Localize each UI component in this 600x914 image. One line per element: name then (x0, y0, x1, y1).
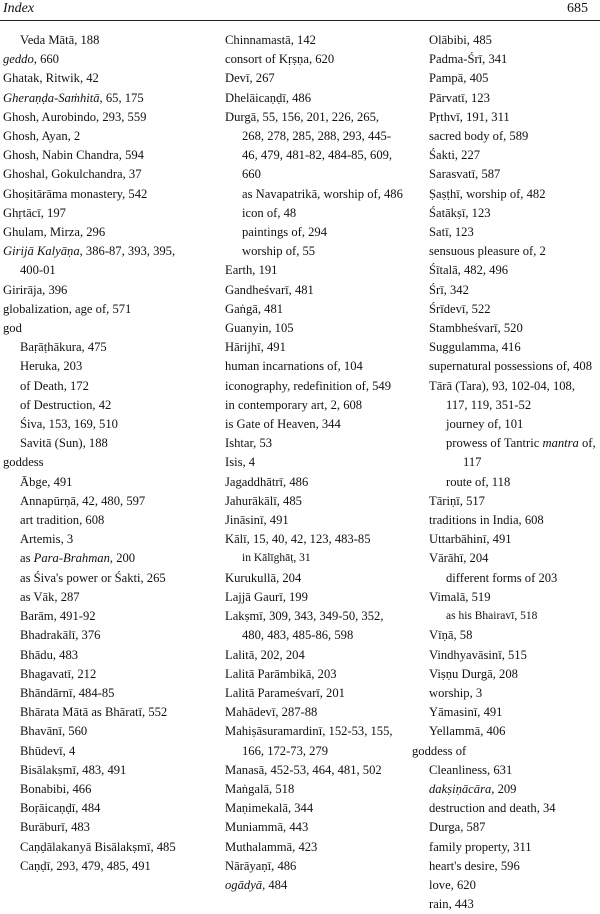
index-entry: paintings of, 294 (242, 225, 328, 240)
index-heading: Ghosh, Aurobindo, 293, 559 (3, 109, 147, 124)
index-entry: Ābge, 491 (20, 474, 73, 489)
index-entry: Satī, 123 (429, 225, 474, 240)
index-entry: Dhelāicaṇḍī, 486 (225, 90, 312, 105)
index-entry: Sarasvatī, 587 (429, 167, 501, 182)
index-entry: as Śiva's power or Śakti, 265 (20, 570, 166, 585)
index-entry: icon of, 48 (242, 205, 297, 220)
index-entry: art tradition, 608 (20, 513, 105, 528)
index-entry: Padma-Śrī, 341 (429, 52, 508, 67)
entry-italic-term: Girijā Kalyāṇa (3, 244, 80, 259)
index-entry: Śakti, 227 (429, 148, 481, 163)
index-entry: Gandheśvarī, 481 (225, 282, 314, 297)
index-entry (225, 876, 404, 895)
entry-italic-term: Para-Brahman (33, 551, 110, 566)
index-column-1 (3, 31, 201, 876)
index-entry: Śrīdevī, 522 (429, 301, 491, 316)
index-entry: Pṛthvī, 191, 311 (429, 109, 510, 124)
index-entry: iconography, redefinition of, 549 (225, 378, 392, 393)
index-entry: Vindhyavāsinī, 515 (429, 647, 527, 662)
index-entry: Śrī, 342 (429, 282, 469, 297)
index-entry: Hārijhī, 491 (225, 340, 286, 355)
index-entry: Śatākṣī, 123 (429, 205, 491, 220)
index-entry: Uttarbāhinī, 491 (429, 532, 512, 547)
index-entry: Lalitā, 202, 204 (225, 647, 305, 662)
index-entry: Bhūdevī, 4 (20, 743, 76, 758)
index-entry: Tārā (Tara), 93, 102-04, 108, 117, 119, 351-52 (429, 378, 575, 412)
index-entry: Lakṣmī, 309, 343, 349-50, 352, 480, 483, 485-86, 598 (225, 609, 384, 643)
index-entry: different forms of 203 (446, 570, 558, 585)
index-entry: destruction and death, 34 (429, 801, 556, 816)
index-entry: Maṅgalā, 518 (225, 781, 295, 796)
entry-italic-term: Gheraṇḍa-Saṁhitā (3, 90, 100, 105)
index-entry: Chinnamastā, 142 (225, 33, 316, 47)
index-entry: Jināsinī, 491 (225, 513, 289, 528)
index-entry: Bhagavatī, 212 (20, 666, 97, 681)
index-heading: Ghoṣitārāma monastery, 542 (3, 186, 148, 201)
index-entry (20, 549, 201, 568)
index-heading: Ghulam, Mirza, 296 (3, 225, 106, 240)
index-entry: supernatural possessions of, 408 (429, 359, 592, 374)
index-entry: Bhadrakālī, 376 (20, 628, 101, 643)
index-heading (3, 89, 201, 108)
index-entry: as Navapatrikā, worship of, 486 (242, 186, 403, 201)
index-entry: Bhārata Mātā as Bhāratī, 552 (20, 705, 168, 720)
index-entry (446, 434, 598, 472)
entry-locators: , 660 (33, 52, 59, 67)
index-entry: Bonabibi, 466 (20, 781, 92, 796)
index-entry: Annapūrṇā, 42, 480, 597 (20, 493, 146, 508)
index-entry: Jahurākālī, 485 (225, 493, 302, 508)
index-entry: Tāriṇī, 517 (429, 493, 485, 508)
index-entry: of Death, 172 (20, 378, 89, 393)
index-entry: love, 620 (429, 877, 476, 892)
index-entry: sacred body of, 589 (429, 129, 529, 144)
index-heading: Ghatak, Ritwik, 42 (3, 71, 99, 86)
entry-italic-term: geddo (3, 52, 34, 67)
index-entry: Guanyin, 105 (225, 321, 294, 336)
index-entry: Artemis, 3 (20, 532, 74, 547)
entry-locators: , 209 (491, 781, 517, 796)
index-heading: Ghṛtācī, 197 (3, 205, 66, 220)
index-entry: Mahādevī, 287-88 (225, 705, 318, 720)
index-entry: route of, 118 (446, 474, 511, 489)
index-entry: Gaṅgā, 481 (225, 301, 284, 316)
index-entry: rain, 443 (429, 897, 474, 912)
index-entry: Bhāndārnī, 484-85 (20, 685, 115, 700)
index-entry: Durgā, 55, 156, 201, 226, 265, 268, 278, 285, 288, 293, 445-46, 479, 481-82, 484-85, 609, 660 (225, 109, 393, 182)
index-entry: heart's desire, 596 (429, 858, 520, 873)
index-entry: Jagaddhātrī, 486 (225, 474, 309, 489)
index-entry: Bhādu, 483 (20, 647, 79, 662)
index-heading: Girirāja, 396 (3, 282, 68, 297)
index-entry: Caṇḍālakanyā Bisālakṣmī, 485 (20, 839, 176, 854)
index-entry: Lalitā Parameśvarī, 201 (225, 685, 345, 700)
index-entry: Śiva, 153, 169, 510 (20, 417, 118, 432)
index-entry: family property, 311 (429, 839, 532, 854)
index-entry: Nārāyaṇī, 486 (225, 858, 297, 873)
index-entry: Yellammā, 406 (429, 724, 506, 739)
index-entry: traditions in India, 608 (429, 513, 544, 528)
index-entry: Kālī, 15, 40, 42, 123, 483-85 (225, 532, 371, 547)
index-entry: Vārāhī, 204 (429, 551, 489, 566)
index-entry: Lajjā Gaurī, 199 (225, 589, 308, 604)
index-entry: Bhavānī, 560 (20, 724, 88, 739)
entry-locators: , 484 (262, 877, 288, 892)
index-column-2 (208, 31, 404, 895)
index-heading: globalization, age of, 571 (3, 301, 132, 316)
index-entry: Barām, 491-92 (20, 609, 96, 624)
index-entry: Muthalammā, 423 (225, 839, 318, 854)
index-entry: worship, 3 (429, 685, 483, 700)
index-entry: Earth, 191 (225, 263, 278, 278)
index-entry: Manasā, 452-53, 464, 481, 502 (225, 762, 382, 777)
index-entry: in Kālīghāṭ, 31 (242, 552, 311, 565)
index-entry: Isis, 4 (225, 455, 256, 470)
index-entry: is Gate of Heaven, 344 (225, 417, 341, 432)
index-entry: Baṛāṭhākura, 475 (20, 340, 107, 355)
index-entry: Heruka, 203 (20, 359, 83, 374)
index-entry: Viṣṇu Durgā, 208 (429, 666, 518, 681)
index-entry: in contemporary art, 2, 608 (225, 397, 363, 412)
index-entry: Ishtar, 53 (225, 436, 273, 451)
index-heading: goddess of (412, 743, 467, 758)
index-entry: Vimalā, 519 (429, 589, 491, 604)
index-entry: Savitā (Sun), 188 (20, 436, 108, 451)
index-entry: Cleanliness, 631 (429, 762, 513, 777)
header-rule (0, 20, 600, 21)
index-entry: Devī, 267 (225, 71, 275, 86)
entry-italic-term: ogādyā (225, 877, 263, 892)
index-entry: of Destruction, 42 (20, 397, 112, 412)
index-entry: as Vāk, 287 (20, 589, 80, 604)
index-entry (429, 780, 598, 799)
index-entry: Stambheśvarī, 520 (429, 321, 523, 336)
index-entry: Olābibi, 485 (429, 33, 492, 47)
index-entry: Caṇḍī, 293, 479, 485, 491 (20, 858, 151, 873)
index-entry: Yāmasinī, 491 (429, 705, 503, 720)
index-entry: sensuous pleasure of, 2 (429, 244, 546, 259)
entry-locators: , 200 (109, 551, 136, 566)
index-column-3 (412, 31, 598, 914)
index-entry: consort of Kṛṣṇa, 620 (225, 52, 335, 67)
index-entry: Pārvatī, 123 (429, 90, 490, 105)
index-entry: Kurukullā, 204 (225, 570, 302, 585)
index-entry: Durga, 587 (429, 820, 486, 835)
index-entry: Ṣaṣṭhī, worship of, 482 (429, 186, 546, 201)
index-entry: Bisālakṣmī, 483, 491 (20, 762, 127, 777)
entry-locators: , 65, 175 (99, 90, 144, 105)
index-entry: Maṇimekalā, 344 (225, 801, 314, 816)
index-entry: Śītalā, 482, 496 (429, 263, 509, 278)
index-entry: Burāburī, 483 (20, 820, 90, 835)
index-entry: Muniammā, 443 (225, 820, 309, 835)
index-entry: worship of, 55 (242, 244, 316, 259)
index-heading: god (3, 321, 22, 336)
index-entry: Pampā, 405 (429, 71, 489, 86)
index-heading (3, 242, 201, 280)
entry-prefix: as (20, 551, 34, 566)
index-heading: Ghoshal, Gokulchandra, 37 (3, 167, 142, 182)
entry-italic-term: dakṣiṇācāra (429, 781, 492, 796)
entry-locators: of, 117 (463, 436, 596, 470)
index-entry: as his Bhairavī, 518 (446, 610, 538, 623)
index-heading: Ghosh, Nabin Chandra, 594 (3, 148, 144, 163)
index-entry: human incarnations of, 104 (225, 359, 363, 374)
entry-prefix: prowess of Tantric (446, 436, 543, 451)
index-heading: goddess (3, 455, 44, 470)
entry-italic-term: mantra (542, 436, 579, 451)
page-number: 685 (567, 1, 588, 16)
running-head: Index (3, 1, 35, 16)
index-heading (3, 50, 201, 69)
index-entry: Suggulamma, 416 (429, 340, 521, 355)
index-heading: Ghosh, Ayan, 2 (3, 129, 81, 144)
index-entry: Veda Mātā, 188 (20, 33, 100, 47)
index-entry: Mahiṣāsuramardinī, 152-53, 155, 166, 172-73, 279 (225, 724, 393, 758)
index-entry: Vīṇā, 58 (429, 628, 473, 643)
entry-locators: , 386-87, 393, 395, 400-01 (20, 244, 176, 278)
index-entry: Lalitā Parāmbikā, 203 (225, 666, 337, 681)
index-entry: journey of, 101 (446, 417, 524, 432)
index-entry: Boṛāicaṇḍī, 484 (20, 801, 101, 816)
